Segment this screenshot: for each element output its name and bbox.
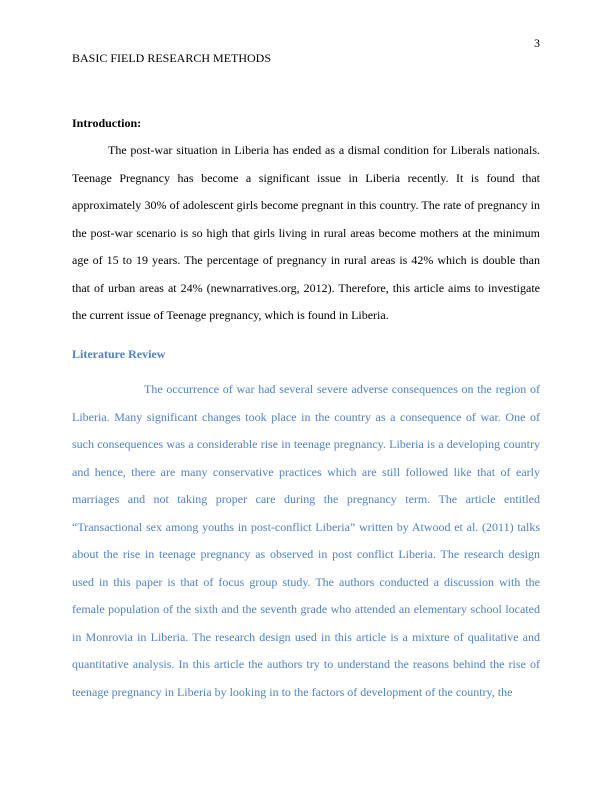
literature-review-paragraph: The occurrence of war had several severe adverse consequences on the region of Liberia. Many significant changes took place in the country as a consequence of war. One of such consequences was a considerable rise in teenage pregnancy. Liberia is a developing country and hence, there are many conservative practices which are still followed like that of early marriages and not taking proper care during the pregnancy term. The article entitled “Transactional sex among youths in post-conflict Liberia” written by Atwood et al. (2011) talks about the rise in teenage pregnancy as observed in post conflict Liberia. The research design used in this paper is that of focus group study. The authors conducted a discussion with the female population of the sixth and the seventh grade who attended an elementary school located in Monrovia in Liberia. The research design used in this article is a mixture of qualitative and quantitative analysis. In this article the authors try to understand the reasons behind the rise of teenage pregnancy in Liberia by looking in to the factors of development of the country, the [72,382,540,699]
page-number: 3 [534,36,540,50]
running-head: BASIC FIELD RESEARCH METHODS [72,51,272,65]
introduction-paragraph: The post-war situation in Liberia has ended as a dismal condition for Liberals nationals. Teenage Pregnancy has become a significant issue in Liberia recently. It is found that approximately 30% of adolescent girls become pregnant in this country. The rate of pregnancy in the post-war scenario is so high that girls living in rural areas become mothers at the minimum age of 15 to 19 years. The percentage of pregnancy in rural areas is 42% which is double than that of urban areas at 24% (newnarratives.org, 2012). Therefore, this article aims to investigate the current issue of Teenage pregnancy, which is found in Liberia. [72,143,540,322]
introduction-heading: Introduction: [72,116,142,130]
literature-review-heading: Literature Review [72,347,166,361]
